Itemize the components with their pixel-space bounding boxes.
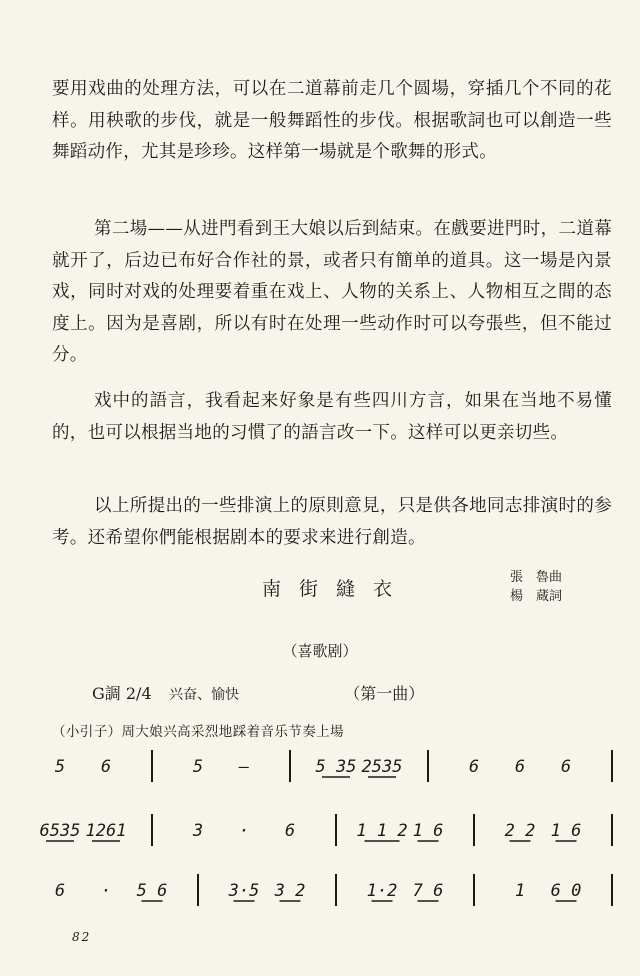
song-title: 南街縫衣 [262,578,411,600]
key-signature: G調 2/4 [92,684,152,703]
note-group: 1 [514,881,526,901]
paragraph-2: 第二場——从进門看到王大娘以后到結束。在戲要进門时，二道幕就开了，后边已布好合作社的景，或者只有簡单的道具。这一場是內景戏，同时对戏的处理要着重在戏上、人物的关系上、人物相互之間的态度上。因为是喜剧，所以有时在处理一些动作时可以夸張些，但不能过分。 [52,219,612,365]
note-group: · [100,881,112,901]
note-group: 7 6 [412,881,444,901]
composer-credit: 張 魯曲 [510,570,563,585]
note-group: 5 6 [136,881,168,901]
note-group: 1 1 2 [356,821,408,841]
note-group: — [238,757,250,777]
note-group: 3·5 [228,881,260,901]
note-group: 5 35 [315,757,357,777]
note-group: 3 2 [274,881,306,901]
song-credits [510,568,562,606]
note-group: 2 2 [504,821,536,841]
note-group: 1261 [85,821,127,841]
note-group: 6535 [39,821,81,841]
lyricist-credit: 楊 蔵詞 [510,589,563,604]
song-number: （第一曲） [344,684,425,703]
note-group: 5 [192,757,204,777]
tempo-mood: 兴奋、愉快 [169,687,240,703]
note-group: 1 6 [550,821,582,841]
note-group: 1 6 [412,821,444,841]
paragraph-3: 戏中的語言，我看起来好象是有些四川方言，如果在当地不易懂的，也可以根据当地的习慣了的語言改一下。这样可以更亲切些。 [52,391,612,443]
note-group: 6 0 [550,881,582,901]
note-group: 1·2 [366,881,398,901]
note-group: 6 [100,757,112,777]
note-group: 6 [284,821,296,841]
genre-label: （喜歌剧） [282,642,358,660]
note-group: 6 [54,881,66,901]
note-group: 6 [468,757,480,777]
paragraph-4: 以上所提出的一些排演上的原則意見，只是供各地同志排演时的参考。还希望你們能根据剧本的要求来进行創造。 [52,496,612,548]
note-group: 6 [514,757,526,777]
note-group: 3 [192,821,204,841]
key-line [92,681,592,704]
note-group: · [238,821,250,841]
paragraph-1: 要用戏曲的处理方法，可以在二道幕前走几个圆場，穿插几个不同的花样。用秧歌的步伐，就是一般舞蹈性的步伐。根据歌詞也可以創造一些舞蹈动作，尤其是珍珍。这样第一場就是个歌舞的形式。 [52,79,612,162]
note-group: 2535 [361,757,403,777]
note-group: 6 [560,757,572,777]
page-number: 82 [72,930,92,944]
intro-direction: （小引子）周大娘兴高采烈地踩着音乐节奏上場 [52,724,344,740]
jianpu-notation [0,740,640,920]
note-group: 5 [54,757,66,777]
